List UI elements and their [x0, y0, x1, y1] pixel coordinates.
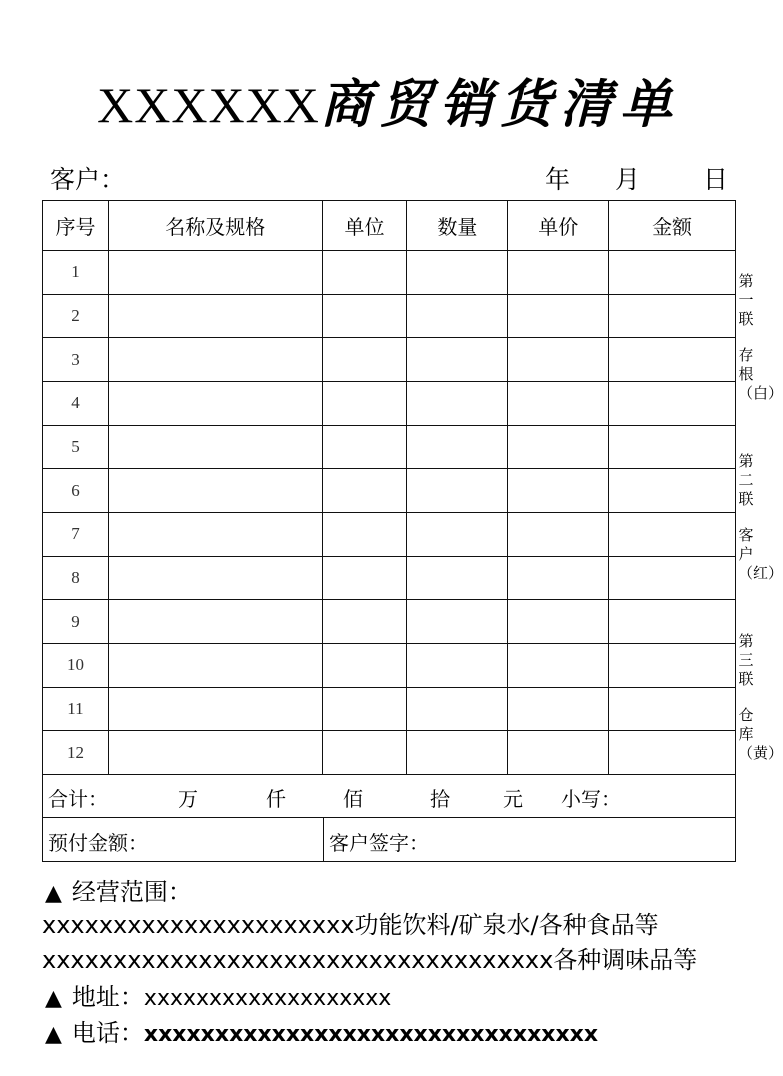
col-header: 金额 — [609, 201, 736, 251]
cell-4[interactable] — [508, 512, 609, 556]
cell-2[interactable] — [322, 338, 407, 382]
cell-1[interactable] — [108, 251, 322, 295]
cell-4[interactable] — [508, 251, 609, 295]
cell-4[interactable] — [508, 600, 609, 644]
cell-4[interactable] — [508, 687, 609, 731]
table-row — [43, 251, 736, 295]
cell-1[interactable] — [108, 381, 322, 425]
customer-label: 客户： — [50, 165, 126, 194]
cell-3[interactable] — [407, 469, 508, 513]
cell-4[interactable] — [508, 294, 609, 338]
unit-wan: 万 — [178, 787, 198, 811]
cell-5[interactable] — [609, 251, 736, 295]
table-row — [43, 643, 736, 687]
cell-4[interactable] — [508, 338, 609, 382]
cell-4[interactable] — [508, 731, 609, 775]
table-row — [43, 381, 736, 425]
table-row — [43, 425, 736, 469]
table-row — [43, 469, 736, 513]
col-header: 名称及规格 — [108, 201, 322, 251]
cell-5[interactable] — [609, 425, 736, 469]
cell-2[interactable] — [322, 556, 407, 600]
cell-1[interactable] — [108, 294, 322, 338]
cell-2[interactable] — [322, 731, 407, 775]
triangle-icon: ▲ — [45, 881, 62, 906]
table-row — [43, 294, 736, 338]
row-number: 8 — [43, 556, 109, 600]
table-row — [43, 731, 736, 775]
cell-2[interactable] — [322, 469, 407, 513]
phone-value: xxxxxxxxxxxxxxxxxxxxxxxxxxxxxxxx — [143, 1022, 599, 1047]
prepaid-label: 预付金额： — [48, 831, 148, 855]
cell-4[interactable] — [508, 469, 609, 513]
cell-3[interactable] — [407, 338, 508, 382]
table-row — [43, 600, 736, 644]
triangle-icon: ▲ — [45, 1022, 62, 1047]
date-day: 日 — [703, 165, 729, 194]
row-number: 6 — [43, 469, 109, 513]
cell-1[interactable] — [108, 731, 322, 775]
row-number: 12 — [43, 731, 109, 775]
cell-3[interactable] — [407, 556, 508, 600]
copy-label: 第三联 — [738, 632, 754, 688]
items-table — [42, 200, 736, 775]
total-row — [42, 774, 736, 818]
col-header: 序号 — [43, 201, 109, 251]
table-row — [43, 556, 736, 600]
table-row — [43, 338, 736, 382]
cell-2[interactable] — [322, 294, 407, 338]
cell-4[interactable] — [508, 556, 609, 600]
title-prefix: XXXXXX — [97, 77, 320, 133]
cell-5[interactable] — [609, 687, 736, 731]
cell-5[interactable] — [609, 731, 736, 775]
address — [45, 977, 391, 1012]
col-header: 数量 — [407, 201, 508, 251]
small-amount-label: 小写： — [561, 787, 621, 811]
cell-1[interactable] — [108, 469, 322, 513]
total-label: 合计： — [48, 787, 108, 811]
row-number: 7 — [43, 512, 109, 556]
cell-1[interactable] — [108, 512, 322, 556]
cell-5[interactable] — [609, 512, 736, 556]
cell-5[interactable] — [609, 600, 736, 644]
cell-4[interactable] — [508, 643, 609, 687]
cell-3[interactable] — [407, 251, 508, 295]
cell-3[interactable] — [407, 731, 508, 775]
cell-2[interactable] — [322, 687, 407, 731]
row-number: 5 — [43, 425, 109, 469]
cell-3[interactable] — [407, 687, 508, 731]
table-row — [43, 687, 736, 731]
row-number: 11 — [43, 687, 109, 731]
prepaid-row — [42, 818, 736, 862]
cell-5[interactable] — [609, 381, 736, 425]
row-number: 2 — [43, 294, 109, 338]
date-year: 年 — [545, 165, 571, 194]
cell-3[interactable] — [407, 425, 508, 469]
col-header: 单位 — [322, 201, 407, 251]
cell-2[interactable] — [322, 425, 407, 469]
phone — [45, 1013, 598, 1048]
business-line: xxxxxxxxxxxxxxxxxxxxxx功能饮料/矿泉水/各种食品等 — [42, 911, 659, 939]
cell-2[interactable] — [322, 512, 407, 556]
unit-bai: 佰 — [343, 787, 363, 811]
copy-label: 存根（白） — [738, 346, 783, 402]
cell-1[interactable] — [108, 600, 322, 644]
unit-yuan: 元 — [503, 787, 523, 811]
address-label: 地址： — [71, 983, 144, 1011]
cell-2[interactable] — [322, 643, 407, 687]
row-number: 9 — [43, 600, 109, 644]
cell-4[interactable] — [508, 381, 609, 425]
cell-3[interactable] — [407, 294, 508, 338]
cell-3[interactable] — [407, 512, 508, 556]
cell-1[interactable] — [108, 556, 322, 600]
business-scope — [45, 872, 192, 907]
cell-5[interactable] — [609, 469, 736, 513]
phone-label: 电话： — [71, 1019, 144, 1047]
cell-2[interactable] — [322, 600, 407, 644]
cell-5[interactable] — [609, 294, 736, 338]
business-label: 经营范围： — [71, 878, 192, 906]
cell-5[interactable] — [609, 338, 736, 382]
table-header — [43, 201, 736, 251]
cell-1[interactable] — [108, 425, 322, 469]
cell-1[interactable] — [108, 687, 322, 731]
copy-label: 第二联 — [738, 452, 754, 508]
cell-3[interactable] — [407, 643, 508, 687]
copy-label: 仓库（黄） — [738, 706, 783, 762]
address-value: xxxxxxxxxxxxxxxxxxx — [143, 986, 392, 1011]
col-header: 单价 — [508, 201, 609, 251]
cell-2[interactable] — [322, 381, 407, 425]
copy-label: 第一联 — [738, 272, 754, 328]
cell-5[interactable] — [609, 556, 736, 600]
triangle-icon: ▲ — [45, 986, 62, 1011]
row-number: 10 — [43, 643, 109, 687]
cell-5[interactable] — [609, 643, 736, 687]
signature-label: 客户签字： — [329, 831, 429, 855]
cell-4[interactable] — [508, 425, 609, 469]
document-title — [0, 70, 777, 140]
title-main: 商贸销货清单 — [319, 74, 680, 135]
table-row — [43, 512, 736, 556]
date-month: 月 — [615, 165, 641, 194]
cell-1[interactable] — [108, 338, 322, 382]
unit-qian: 仟 — [266, 787, 286, 811]
cell-3[interactable] — [407, 381, 508, 425]
cell-2[interactable] — [322, 251, 407, 295]
row-number: 1 — [43, 251, 109, 295]
row-number: 4 — [43, 381, 109, 425]
cell-1[interactable] — [108, 643, 322, 687]
copy-label: 客户（红） — [738, 526, 783, 582]
row-number: 3 — [43, 338, 109, 382]
business-line: xxxxxxxxxxxxxxxxxxxxxxxxxxxxxxxxxxxx各种调味品等 — [42, 946, 698, 974]
cell-3[interactable] — [407, 600, 508, 644]
unit-shi: 拾 — [430, 787, 450, 811]
